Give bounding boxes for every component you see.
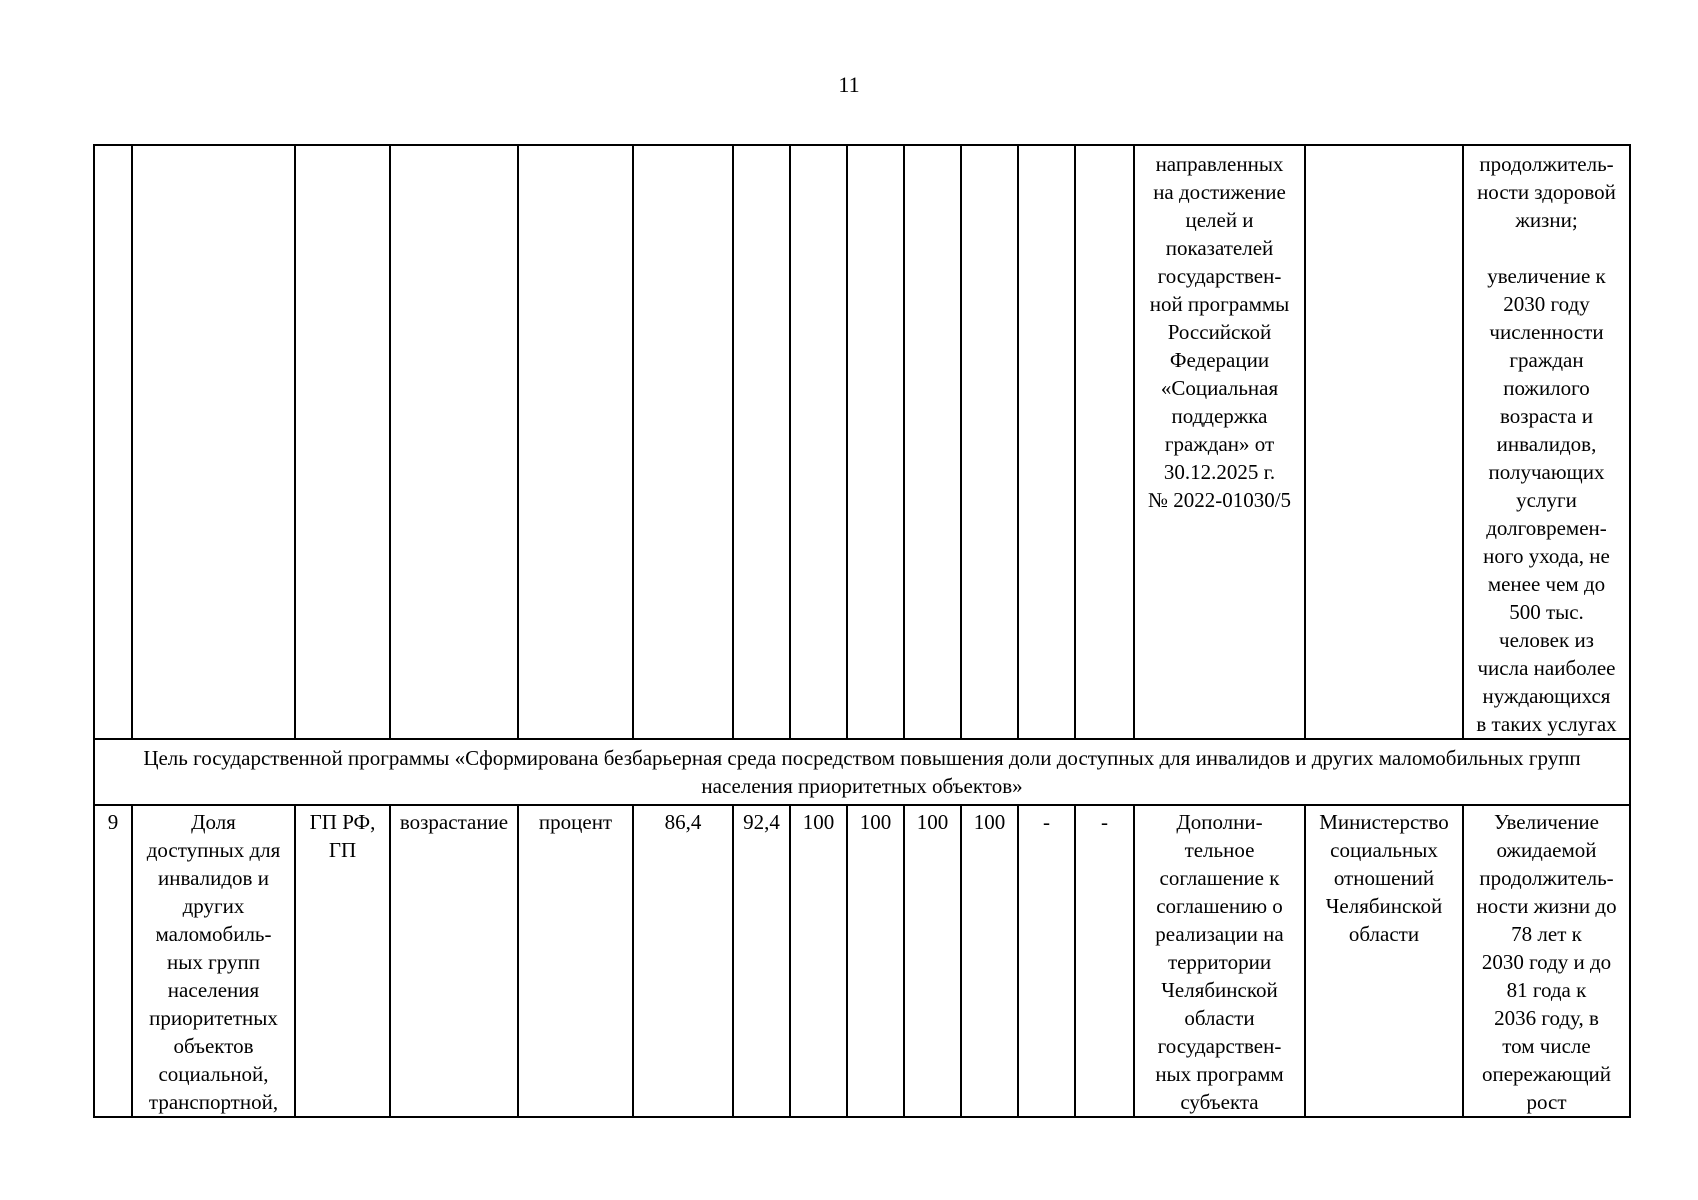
cell-num: 9 [94, 805, 132, 1117]
goal-row [94, 739, 1630, 805]
indicators-table [93, 144, 1631, 1118]
cell-value: 92,4 [733, 805, 790, 1117]
table-row [94, 805, 1630, 1117]
cell-indicator: Доля доступных для инвалидов и других маломобиль- ных групп населения приоритетных объектов социальной, транспортной, [132, 805, 295, 1117]
cell-indicator [132, 145, 295, 739]
cell-value [1018, 145, 1075, 739]
cell-value: 100 [847, 805, 904, 1117]
cell-value [847, 145, 904, 739]
cell-trend [390, 145, 518, 739]
page-number: 11 [838, 72, 860, 97]
cell-value: - [1018, 805, 1075, 1117]
cell-value: 100 [961, 805, 1018, 1117]
cell-value [904, 145, 961, 739]
cell-responsible: Министерство социальных отношений Челябинской области [1305, 805, 1463, 1117]
cell-value: 100 [790, 805, 847, 1117]
goal-text: Цель государственной программы «Сформирована безбарьерная среда посредством повышения доли доступных для инвалидов и других маломобильных групп населения приоритетных объектов» [94, 739, 1630, 805]
table-row [94, 145, 1630, 739]
cell-value [961, 145, 1018, 739]
cell-link: продолжитель- ности здоровой жизни; увеличение к 2030 году численности граждан пожилого возраста и инвалидов, получающих услуги долговремен- ного ухода, не менее чем до 500 тыс. человек из числа наиболее нуждающихся в таких услугах [1463, 145, 1630, 739]
cell-document: Дополни- тельное соглашение к соглашению о реализации на территории Челябинской области государствен- ных программ субъекта [1134, 805, 1305, 1117]
cell-document: направленных на достижение целей и показателей государствен- ной программы Российской Федерации «Социальная поддержка граждан» от 30.12.2025 г. № 2022-01030/5 [1134, 145, 1305, 739]
cell-base [633, 145, 733, 739]
cell-level: ГП РФ, ГП [295, 805, 390, 1117]
cell-responsible [1305, 145, 1463, 739]
cell-base: 86,4 [633, 805, 733, 1117]
cell-value: 100 [904, 805, 961, 1117]
cell-level [295, 145, 390, 739]
cell-value [733, 145, 790, 739]
cell-link: Увеличение ожидаемой продолжитель- ности жизни до 78 лет к 2030 году и до 81 года к 2036 году, в том числе опережающий рост [1463, 805, 1630, 1117]
cell-value: - [1075, 805, 1134, 1117]
cell-unit [518, 145, 633, 739]
cell-num [94, 145, 132, 739]
cell-unit: процент [518, 805, 633, 1117]
cell-trend: возрастание [390, 805, 518, 1117]
cell-value [1075, 145, 1134, 739]
cell-value [790, 145, 847, 739]
